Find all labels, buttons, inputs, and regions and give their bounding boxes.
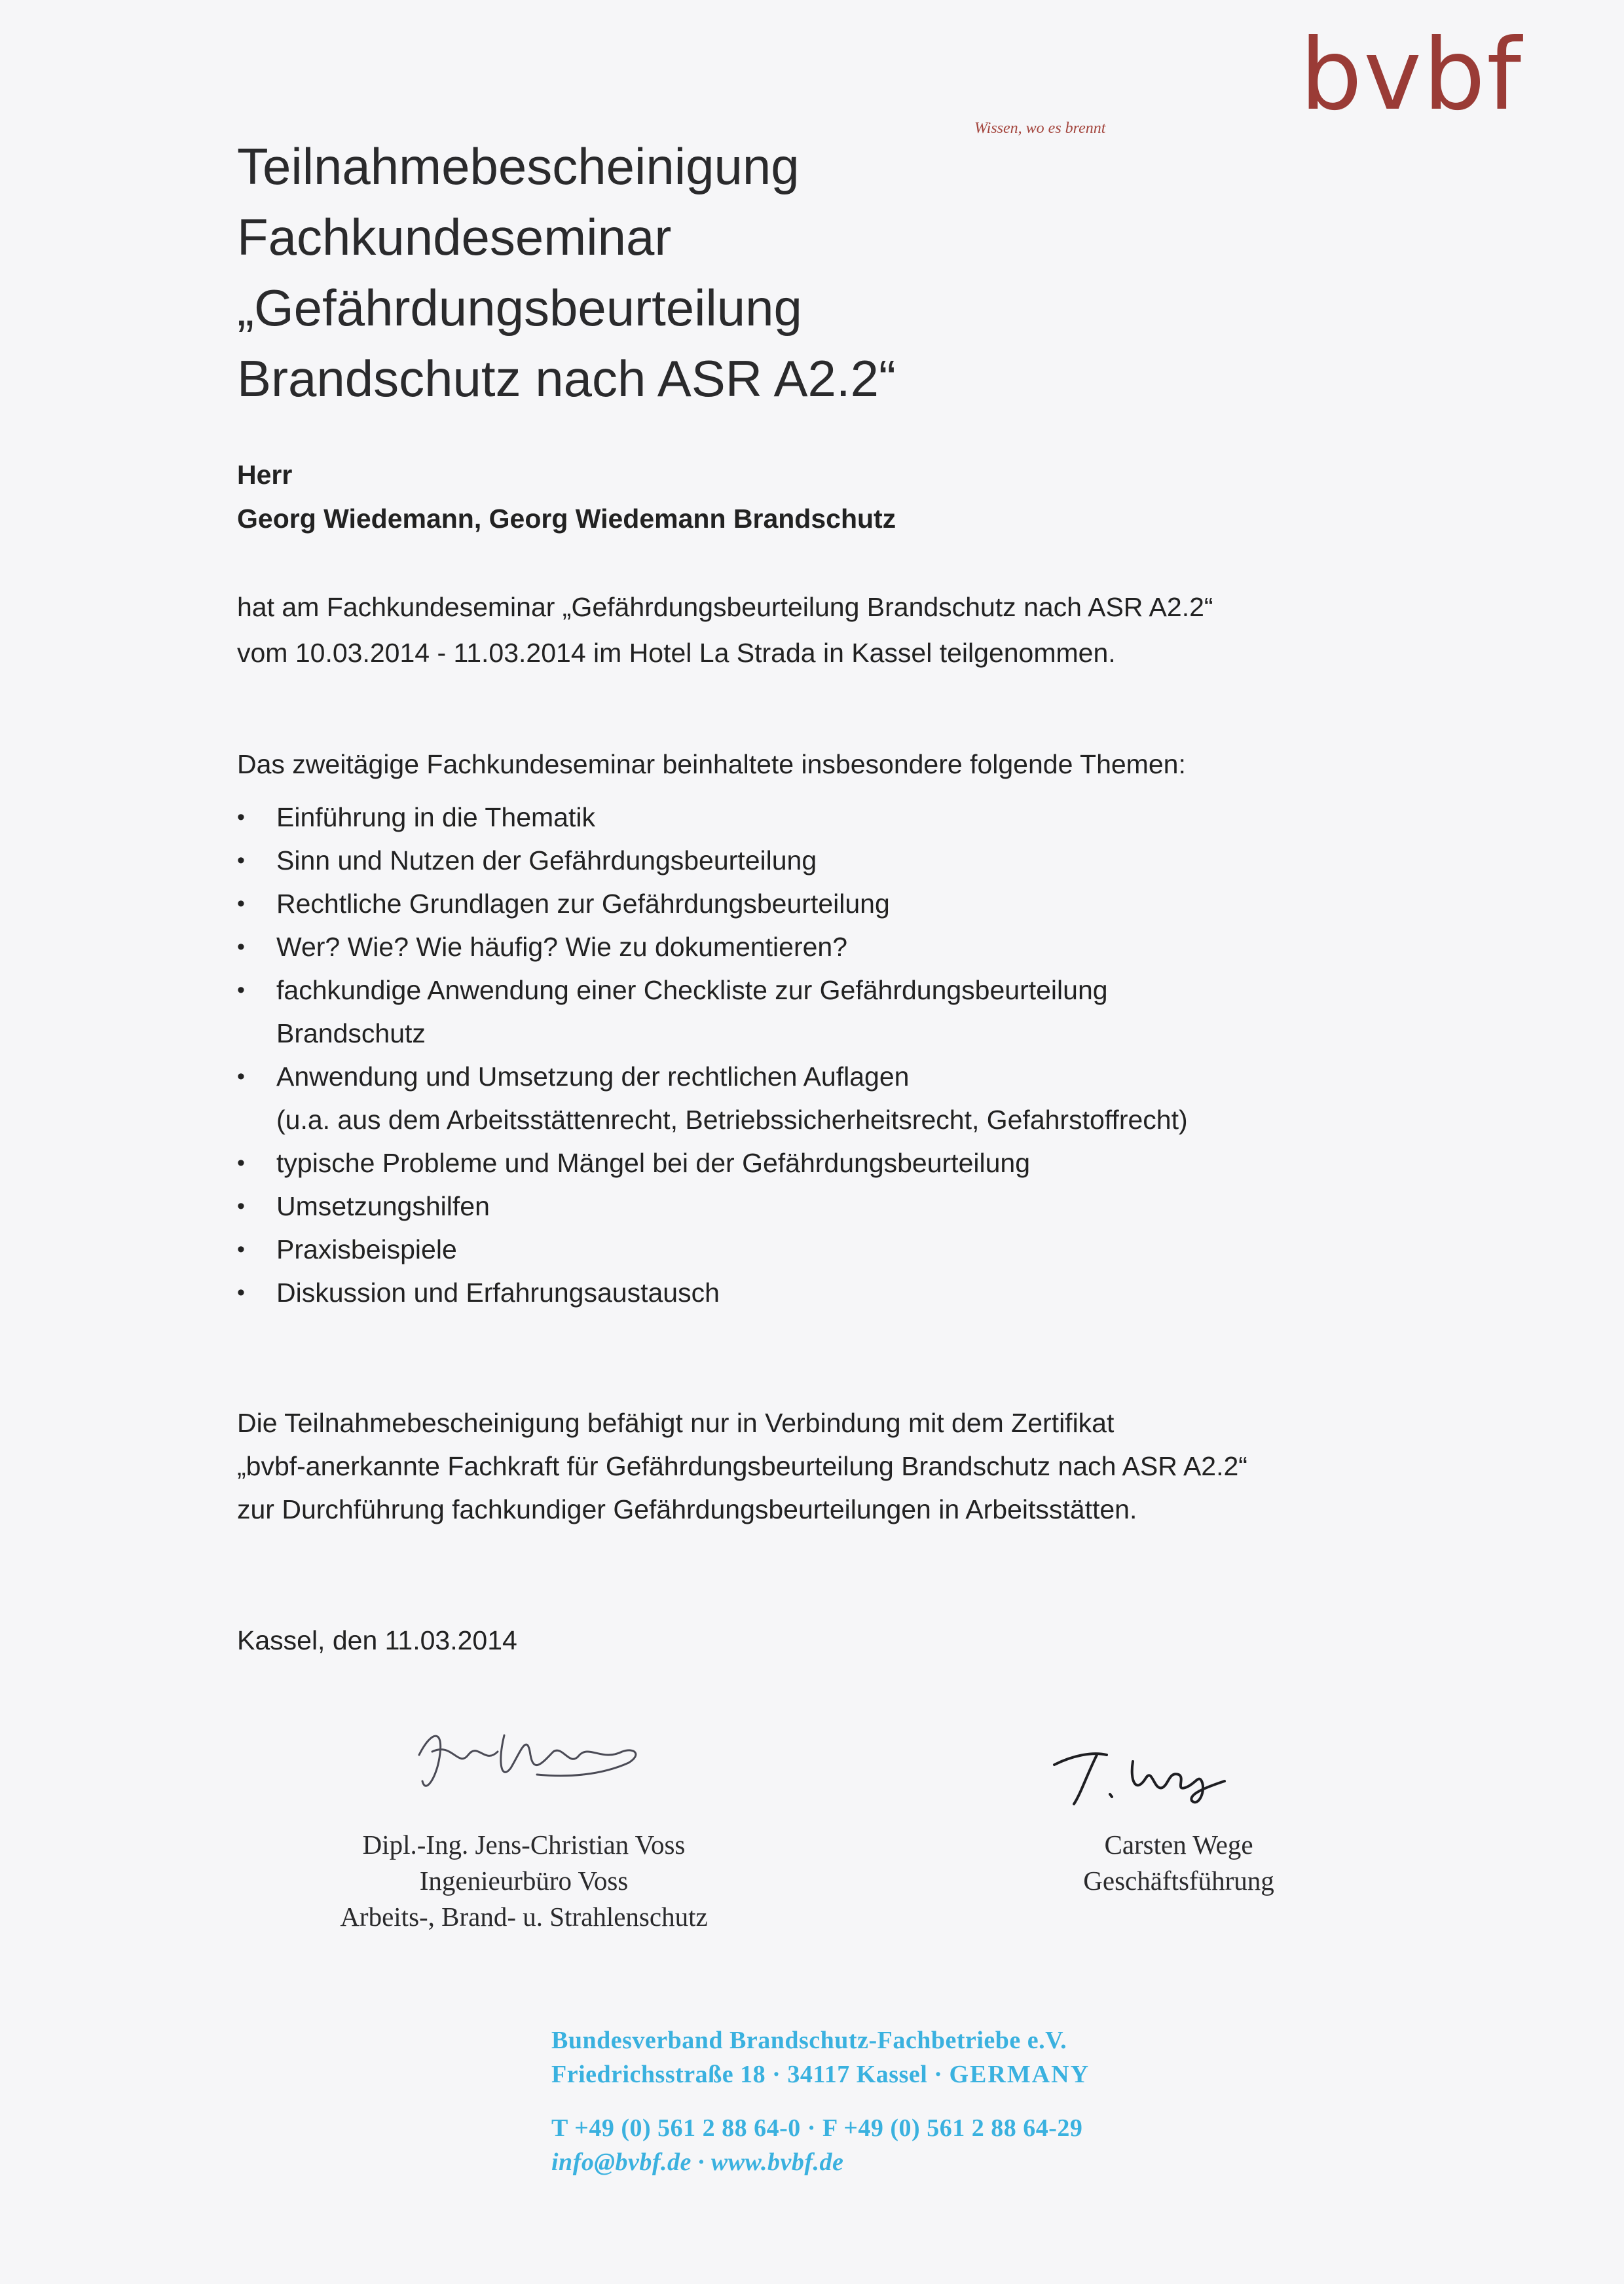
list-item: • Einführung in die Thematik xyxy=(237,796,1416,839)
recipient-block xyxy=(237,453,896,541)
footer-country: GERMANY xyxy=(949,2061,1090,2088)
footer-phone-fax: T +49 (0) 561 2 88 64-0 · F +49 (0) 561 2 88 64-29 xyxy=(551,2114,1083,2142)
document-title xyxy=(237,131,1219,414)
footer-organization: Bundesverband Brandschutz-Fachbetriebe e.V. xyxy=(551,2027,1067,2054)
signer-wege-role: Geschäftsführung xyxy=(1083,1866,1274,1896)
signer-voss-name: Dipl.-Ing. Jens-Christian Voss xyxy=(362,1830,686,1860)
certificate-note-paragraph xyxy=(237,1401,1403,1531)
signer-voss xyxy=(275,1827,773,1935)
signer-wege xyxy=(982,1827,1375,1899)
recipient-name: Georg Wiedemann, Georg Wiedemann Brandschutz xyxy=(237,504,896,534)
footer-web: info@bvbf.de · www.bvbf.de xyxy=(551,2148,844,2176)
topic-continuation: Brandschutz xyxy=(276,1018,426,1048)
place-and-date: Kassel, den 11.03.2014 xyxy=(237,1625,517,1655)
signer-wege-name: Carsten Wege xyxy=(1104,1830,1253,1860)
signature-voss-image xyxy=(406,1716,655,1807)
list-item: • typische Probleme und Mängel bei der Gefährdungsbeurteilung xyxy=(237,1141,1416,1185)
title-line-4: Brandschutz nach ASR A2.2“ xyxy=(237,350,896,407)
participation-line-2: vom 10.03.2014 - 11.03.2014 im Hotel La Strada in Kassel teilgenommen. xyxy=(237,638,1116,668)
website-link[interactable]: www.bvbf.de xyxy=(710,2148,844,2176)
signer-voss-company: Ingenieurbüro Voss xyxy=(419,1866,629,1896)
topics-intro: Das zweitägige Fachkundeseminar beinhaltete insbesondere folgende Themen: xyxy=(237,749,1186,779)
footer-contact xyxy=(551,2023,1090,2179)
list-item: • fachkundige Anwendung einer Checkliste zur Gefährdungsbeurteilung Brandschutz xyxy=(237,968,1416,1055)
list-item: • Umsetzungshilfen xyxy=(237,1185,1416,1228)
note-line-3: zur Durchführung fachkundiger Gefährdungsbeurteilungen in Arbeitsstätten. xyxy=(237,1494,1137,1524)
list-item: • Diskussion und Erfahrungsaustausch xyxy=(237,1271,1416,1314)
bvbf-logo: bvbf xyxy=(1300,18,1523,132)
footer-address: Friedrichsstraße 18 · 34117 Kassel · GERMANY xyxy=(551,2061,1090,2088)
list-item: • Sinn und Nutzen der Gefährdungsbeurteilung xyxy=(237,839,1416,882)
list-item: • Rechtliche Grundlagen zur Gefährdungsbeurteilung xyxy=(237,882,1416,925)
recipient-salutation: Herr xyxy=(237,460,293,490)
title-line-3: „Gefährdungsbeurteilung xyxy=(237,279,802,337)
title-line-2: Fachkundeseminar xyxy=(237,208,672,266)
title-line-1: Teilnahmebescheinigung xyxy=(237,138,800,195)
logo-tagline: Wissen, wo es brennt xyxy=(974,120,1106,137)
participation-line-1: hat am Fachkundeseminar „Gefährdungsbeurteilung Brandschutz nach ASR A2.2“ xyxy=(237,592,1213,622)
note-line-2: „bvbf-anerkannte Fachkraft für Gefährdungsbeurteilung Brandschutz nach ASR A2.2“ xyxy=(237,1451,1247,1481)
list-item: • Praxisbeispiele xyxy=(237,1228,1416,1271)
email-link[interactable]: info@bvbf.de xyxy=(551,2148,692,2176)
topic-continuation: (u.a. aus dem Arbeitsstättenrecht, Betriebssicherheitsrecht, Gefahrstoffrecht) xyxy=(276,1105,1188,1135)
list-item: • Anwendung und Umsetzung der rechtlichen Auflagen (u.a. aus dem Arbeitsstättenrecht, Betriebssicherheitsrecht, Gefahrstoffrecht) xyxy=(237,1055,1416,1141)
note-line-1: Die Teilnahmebescheinigung befähigt nur in Verbindung mit dem Zertifikat xyxy=(237,1408,1115,1438)
list-item: • Wer? Wie? Wie häufig? Wie zu dokumentieren? xyxy=(237,925,1416,968)
signature-wege-image xyxy=(1035,1729,1244,1814)
participation-paragraph xyxy=(237,584,1403,676)
signer-voss-department: Arbeits-, Brand- u. Strahlenschutz xyxy=(340,1902,708,1932)
topics-list xyxy=(237,796,1416,1314)
